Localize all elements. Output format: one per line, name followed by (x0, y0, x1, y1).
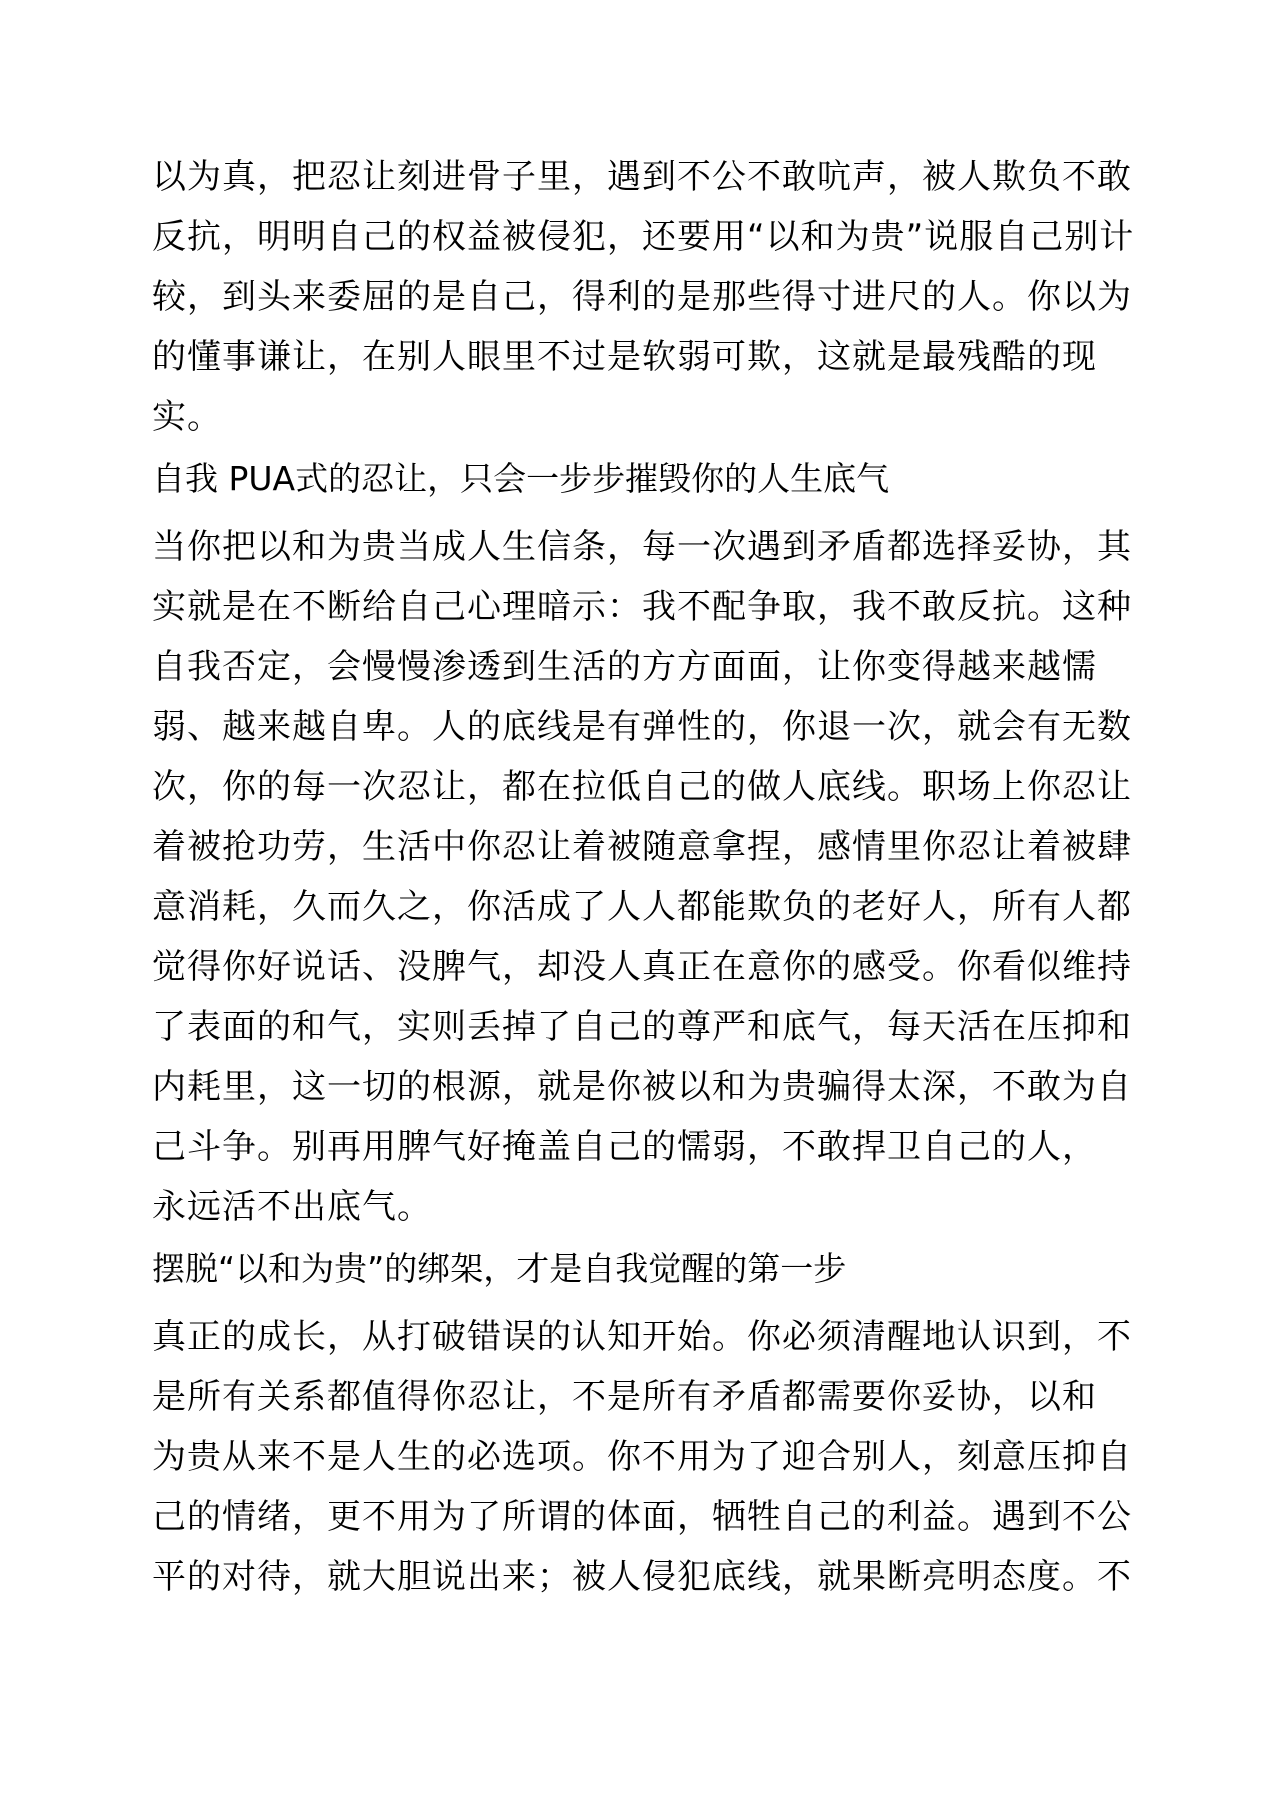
text-line: 的懂事谦让，在别人眼里不过是软弱可欺，这就是最残酷的现 (152, 337, 1097, 377)
text-line: 实就是在不断给自己心理暗示：我不配争取，我不敢反抗。这种 (152, 587, 1132, 627)
text-line: 实。 (152, 397, 222, 437)
paragraph-2 (152, 517, 1132, 1237)
text-line: 真正的成长，从打破错误的认知开始。你必须清醒地认识到，不 (152, 1317, 1132, 1357)
text-line: 为贵从来不是人生的必选项。你不用为了迎合别人，刻意压抑自 (152, 1437, 1132, 1477)
text-line: 弱、越来越自卑。人的底线是有弹性的，你退一次，就会有无数 (152, 707, 1132, 747)
text-line: 当你把以和为贵当成人生信条，每一次遇到矛盾都选择妥协，其 (152, 527, 1132, 567)
text-line: 是所有关系都值得你忍让，不是所有矛盾都需要你妥协，以和 (152, 1377, 1097, 1417)
text-line: 以为真，把忍让刻进骨子里，遇到不公不敢吭声，被人欺负不敢 (152, 157, 1132, 197)
document-body (152, 147, 1135, 1607)
text-line: 反抗，明明自己的权益被侵犯，还要用“以和为贵”说服自己别计 (152, 217, 1135, 257)
text-line: 内耗里，这一切的根源，就是你被以和为贵骗得太深，不敢为自 (152, 1067, 1132, 1107)
paragraph-1 (152, 147, 1135, 447)
text-line: 次，你的每一次忍让，都在拉低自己的做人底线。职场上你忍让 (152, 767, 1132, 807)
text-line: 意消耗，久而久之，你活成了人人都能欺负的老好人，所有人都 (152, 887, 1132, 927)
text-line: 平的对待，就大胆说出来；被人侵犯底线，就果断亮明态度。不 (152, 1557, 1132, 1597)
section-heading-2: 摆脱“以和为贵”的绑架，才是自我觉醒的第一步 (152, 1249, 847, 1288)
text-line: 着被抢功劳，生活中你忍让着被随意拿捏，感情里你忍让着被肆 (152, 827, 1132, 867)
text-line: 永远活不出底气。 (152, 1187, 432, 1227)
section-heading-1: 自我 PUA式的忍让，只会一步步摧毁你的人生底气 (152, 459, 890, 498)
text-line: 觉得你好说话、没脾气，却没人真正在意你的感受。你看似维持 (152, 947, 1132, 987)
text-line: 己斗争。别再用脾气好掩盖自己的懦弱，不敢捍卫自己的人， (152, 1127, 1097, 1167)
text-line: 了表面的和气，实则丢掉了自己的尊严和底气，每天活在压抑和 (152, 1007, 1132, 1047)
text-line: 较，到头来委屈的是自己，得利的是那些得寸进尺的人。你以为 (152, 277, 1132, 317)
text-line: 己的情绪，更不用为了所谓的体面，牺牲自己的利益。遇到不公 (152, 1497, 1132, 1537)
paragraph-3 (152, 1307, 1132, 1607)
text-line: 自我否定，会慢慢渗透到生活的方方面面，让你变得越来越懦 (152, 647, 1097, 687)
